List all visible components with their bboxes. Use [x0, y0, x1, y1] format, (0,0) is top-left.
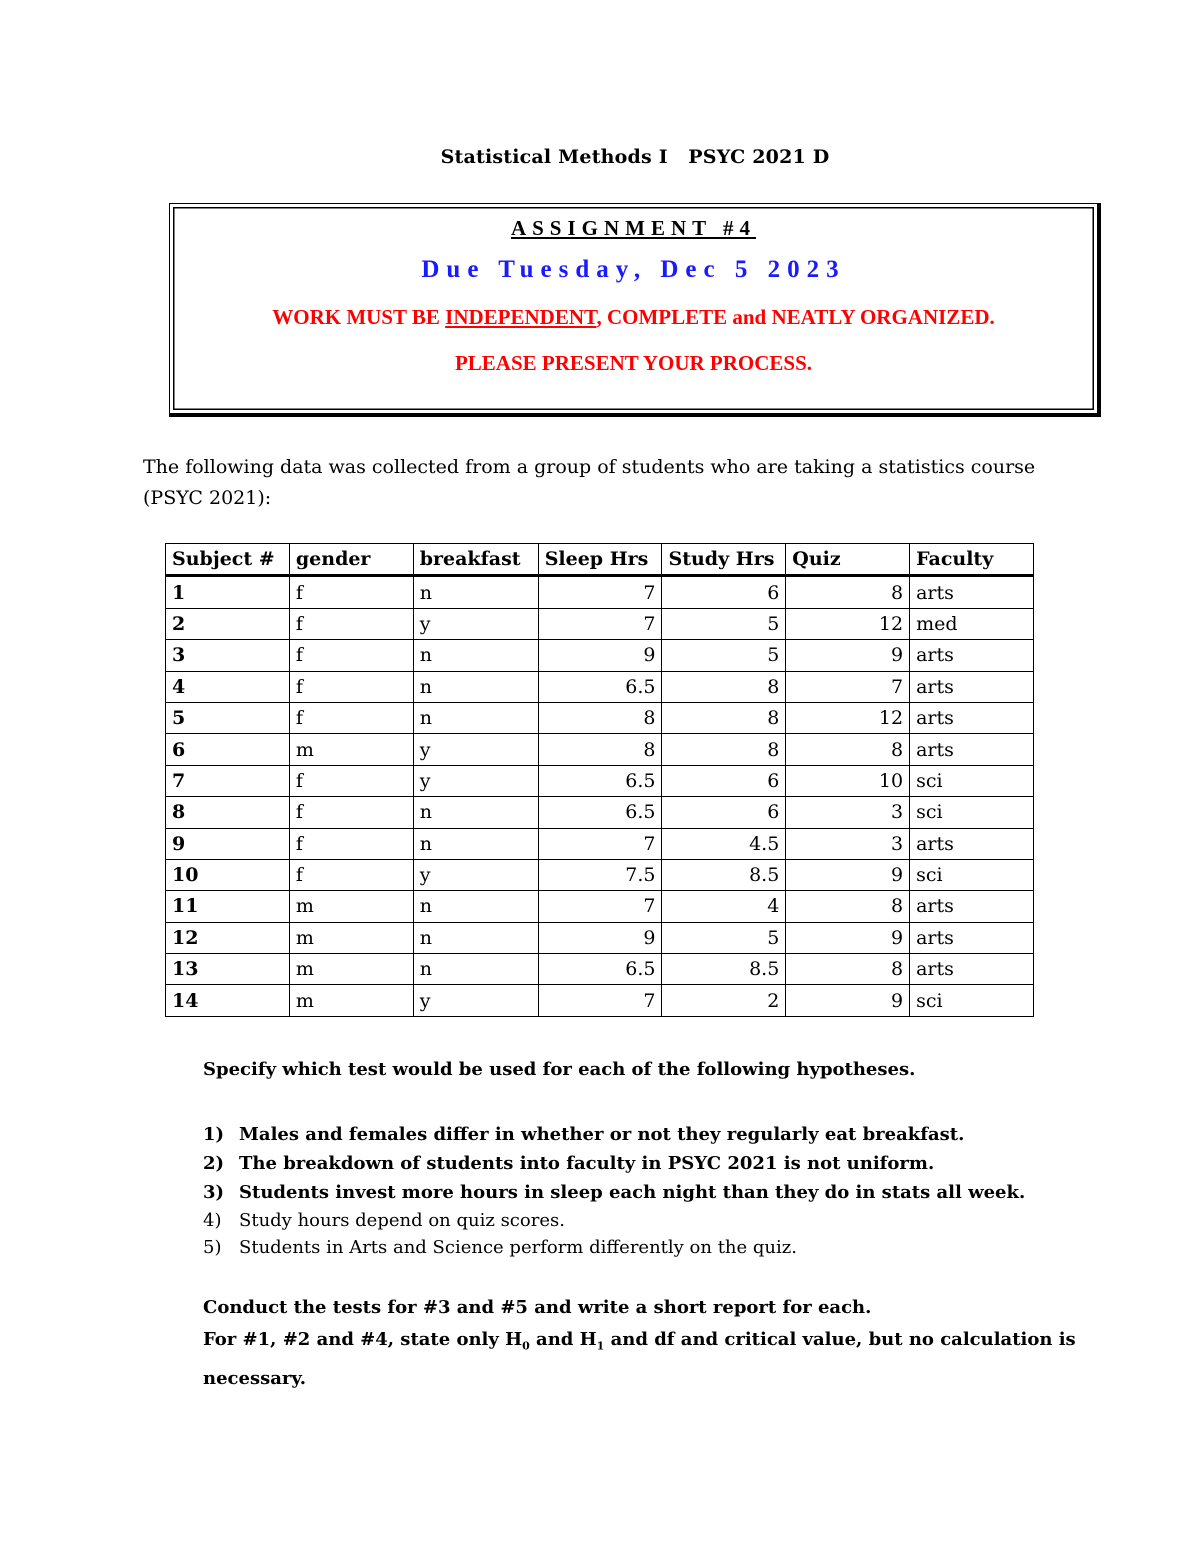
hypothesis-item	[203, 1178, 1025, 1207]
table-header-row	[166, 544, 1034, 576]
hypothesis-text: Males and females differ in whether or not they regularly eat breakfast.	[239, 1124, 965, 1145]
table-cell: arts	[910, 576, 1034, 608]
table-cell: 7.5	[538, 859, 662, 890]
table-cell: 7	[538, 891, 662, 922]
table-cell: 9	[786, 640, 910, 671]
column-header: breakfast	[413, 544, 538, 576]
state-line	[203, 1324, 1083, 1395]
hypothesis-number: 4)	[203, 1210, 222, 1231]
conduct-instructions	[203, 1292, 1083, 1395]
table-body	[166, 576, 1034, 1016]
subject-number-cell: 7	[166, 765, 290, 796]
table-cell: 10	[786, 765, 910, 796]
table-cell: 7	[786, 671, 910, 702]
state-prefix: For #1, #2 and #4, state only H	[203, 1329, 523, 1350]
table-row	[166, 797, 1034, 828]
table-cell: 8	[786, 734, 910, 765]
table-cell: y	[413, 985, 538, 1016]
column-header: gender	[289, 544, 413, 576]
hypothesis-text: Study hours depend on quiz scores.	[239, 1210, 565, 1231]
table-cell: 6.5	[538, 954, 662, 985]
subject-number-cell: 8	[166, 797, 290, 828]
column-header: Quiz	[786, 544, 910, 576]
column-header: Study Hrs	[662, 544, 786, 576]
table-cell: f	[289, 608, 413, 639]
column-header: Faculty	[910, 544, 1034, 576]
table-cell: m	[289, 734, 413, 765]
table-row	[166, 734, 1034, 765]
work-prefix: WORK MUST BE	[272, 305, 446, 329]
table-row	[166, 640, 1034, 671]
work-independent: INDEPENDENT	[445, 305, 597, 329]
table-cell: n	[413, 702, 538, 733]
table-row	[166, 828, 1034, 859]
table-cell: sci	[910, 859, 1034, 890]
table-cell: arts	[910, 828, 1034, 859]
table-cell: 5	[662, 922, 786, 953]
table-cell: 7	[538, 576, 662, 608]
subject-number-cell: 2	[166, 608, 290, 639]
table-cell: 5	[662, 608, 786, 639]
conduct-line: Conduct the tests for #3 and #5 and write a short report for each.	[203, 1297, 872, 1318]
subject-number-cell: 13	[166, 954, 290, 985]
hypothesis-number: 3)	[203, 1182, 225, 1203]
table-cell: n	[413, 640, 538, 671]
table-cell: m	[289, 954, 413, 985]
data-table	[165, 543, 1034, 1017]
table-cell: y	[413, 734, 538, 765]
table-cell: f	[289, 671, 413, 702]
table-row	[166, 671, 1034, 702]
table-cell: 6	[662, 576, 786, 608]
table-cell: n	[413, 891, 538, 922]
table-cell: med	[910, 608, 1034, 639]
table-cell: sci	[910, 765, 1034, 796]
table-cell: 9	[538, 922, 662, 953]
table-cell: 4	[662, 891, 786, 922]
hypothesis-number: 1)	[203, 1124, 225, 1145]
subject-number-cell: 9	[166, 828, 290, 859]
subject-number-cell: 14	[166, 985, 290, 1016]
table-cell: arts	[910, 734, 1034, 765]
hypotheses-list	[203, 1120, 1025, 1261]
table-cell: arts	[910, 702, 1034, 733]
subject-number-cell: 1	[166, 576, 290, 608]
table-cell: 6.5	[538, 797, 662, 828]
table-cell: 4.5	[662, 828, 786, 859]
table-cell: 8.5	[662, 954, 786, 985]
table-cell: 8	[538, 734, 662, 765]
table-cell: 12	[786, 702, 910, 733]
table-cell: 8.5	[662, 859, 786, 890]
process-requirement: PLEASE PRESENT YOUR PROCESS.	[454, 351, 813, 375]
course-title: Statistical Methods I PSYC 2021 D	[440, 146, 830, 168]
subject-number-cell: 11	[166, 891, 290, 922]
table-cell: f	[289, 828, 413, 859]
table-cell: 12	[786, 608, 910, 639]
table-cell: 8	[662, 702, 786, 733]
h1-subscript: 1	[596, 1339, 605, 1353]
table-row	[166, 765, 1034, 796]
table-cell: n	[413, 828, 538, 859]
subject-number-cell: 3	[166, 640, 290, 671]
table-cell: y	[413, 859, 538, 890]
hypothesis-text: Students invest more hours in sleep each night than they do in stats all week.	[239, 1182, 1026, 1203]
table-row	[166, 954, 1034, 985]
table-cell: n	[413, 671, 538, 702]
table-cell: 8	[538, 702, 662, 733]
table-row	[166, 702, 1034, 733]
hypothesis-item	[203, 1120, 1025, 1149]
table-row	[166, 922, 1034, 953]
table-cell: 8	[662, 734, 786, 765]
table-cell: 2	[662, 985, 786, 1016]
hypothesis-text: The breakdown of students into faculty in PSYC 2021 is not uniform.	[239, 1153, 935, 1174]
table-cell: y	[413, 765, 538, 796]
table-cell: 8	[786, 891, 910, 922]
subject-number-cell: 4	[166, 671, 290, 702]
table-cell: sci	[910, 797, 1034, 828]
table-cell: m	[289, 891, 413, 922]
table-cell: n	[413, 922, 538, 953]
due-date: Due Tuesday, Dec 5 2023	[421, 256, 846, 283]
table-cell: 9	[786, 985, 910, 1016]
table-cell: 5	[662, 640, 786, 671]
table-cell: y	[413, 608, 538, 639]
table-cell: sci	[910, 985, 1034, 1016]
subject-number-cell: 6	[166, 734, 290, 765]
table-cell: 8	[786, 954, 910, 985]
subject-number-cell: 12	[166, 922, 290, 953]
h0-subscript: 0	[522, 1339, 530, 1353]
work-suffix: , COMPLETE and NEATLY ORGANIZED.	[596, 305, 995, 329]
assignment-title: ASSIGNMENT #4	[510, 216, 757, 240]
table-cell: 8	[662, 671, 786, 702]
hypothesis-item	[203, 1207, 1025, 1234]
specify-instruction: Specify which test would be used for each of the following hypotheses.	[203, 1059, 916, 1080]
table-cell: 3	[786, 828, 910, 859]
table-cell: m	[289, 985, 413, 1016]
table-cell: 6	[662, 765, 786, 796]
table-cell: f	[289, 576, 413, 608]
table-cell: f	[289, 640, 413, 671]
table-cell: m	[289, 922, 413, 953]
hypothesis-item	[203, 1149, 1025, 1178]
table-cell: n	[413, 797, 538, 828]
hypothesis-number: 2)	[203, 1153, 225, 1174]
work-requirement	[170, 305, 1097, 330]
table-row	[166, 576, 1034, 608]
table-cell: arts	[910, 922, 1034, 953]
table-cell: n	[413, 576, 538, 608]
table-cell: f	[289, 765, 413, 796]
intro-paragraph: The following data was collected from a group of students who are taking a statistics course (PSYC 2021):	[143, 456, 1036, 509]
table-cell: 6.5	[538, 765, 662, 796]
assignment-box	[169, 203, 1101, 417]
table-row	[166, 891, 1034, 922]
table-cell: 3	[786, 797, 910, 828]
table-cell: 9	[786, 922, 910, 953]
table-cell: n	[413, 954, 538, 985]
table-cell: 9	[786, 859, 910, 890]
table-cell: arts	[910, 671, 1034, 702]
subject-number-cell: 10	[166, 859, 290, 890]
table-cell: 6	[662, 797, 786, 828]
table-row	[166, 859, 1034, 890]
column-header: Sleep Hrs	[538, 544, 662, 576]
table-cell: 7	[538, 985, 662, 1016]
hypothesis-number: 5)	[203, 1237, 222, 1258]
subject-number-cell: 5	[166, 702, 290, 733]
table-cell: arts	[910, 891, 1034, 922]
state-suffix: and df and critical value, but no calculation is necessary.	[203, 1329, 1082, 1389]
table-cell: 7	[538, 608, 662, 639]
column-header: Subject #	[166, 544, 290, 576]
table-cell: f	[289, 797, 413, 828]
state-and: and H	[529, 1329, 597, 1350]
table-cell: arts	[910, 954, 1034, 985]
table-cell: 9	[538, 640, 662, 671]
hypothesis-item	[203, 1234, 1025, 1261]
table-cell: arts	[910, 640, 1034, 671]
table-cell: f	[289, 859, 413, 890]
table-row	[166, 608, 1034, 639]
table-row	[166, 985, 1034, 1016]
table-cell: 8	[786, 576, 910, 608]
table-cell: f	[289, 702, 413, 733]
table-cell: 6.5	[538, 671, 662, 702]
table-cell: 7	[538, 828, 662, 859]
hypothesis-text: Students in Arts and Science perform differently on the quiz.	[239, 1237, 797, 1258]
